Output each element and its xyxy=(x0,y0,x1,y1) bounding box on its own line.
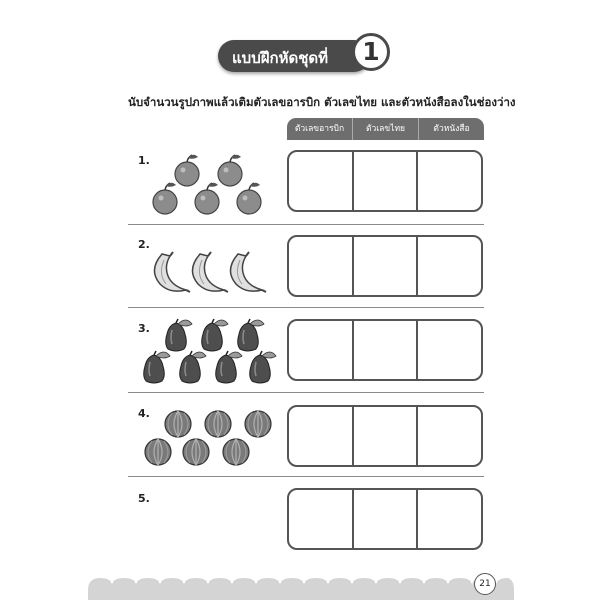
row-label-1: 1. xyxy=(138,154,150,167)
column-word: ตัวหนังสือ xyxy=(418,118,484,140)
page-number: 21 xyxy=(474,573,496,595)
row-label-2: 2. xyxy=(138,238,150,251)
worksheet-number: 1 xyxy=(352,33,390,71)
column-arabic-numeral: ตัวเลขอารบิก xyxy=(294,124,345,134)
column-thai-numeral: ตัวเลขไทย xyxy=(352,118,418,140)
row-label-4: 4. xyxy=(138,407,150,420)
worksheet-title: แบบฝึกหัดชุดที่ xyxy=(232,49,329,67)
row-label-3: 3. xyxy=(138,322,150,335)
row-label-5: 5. xyxy=(138,492,150,505)
instruction-text: นับจำนวนรูปภาพแล้วเติมตัวเลขอารบิก ตัวเลขไทย และตัวหนังสือลงในช่องว่าง xyxy=(128,95,516,109)
